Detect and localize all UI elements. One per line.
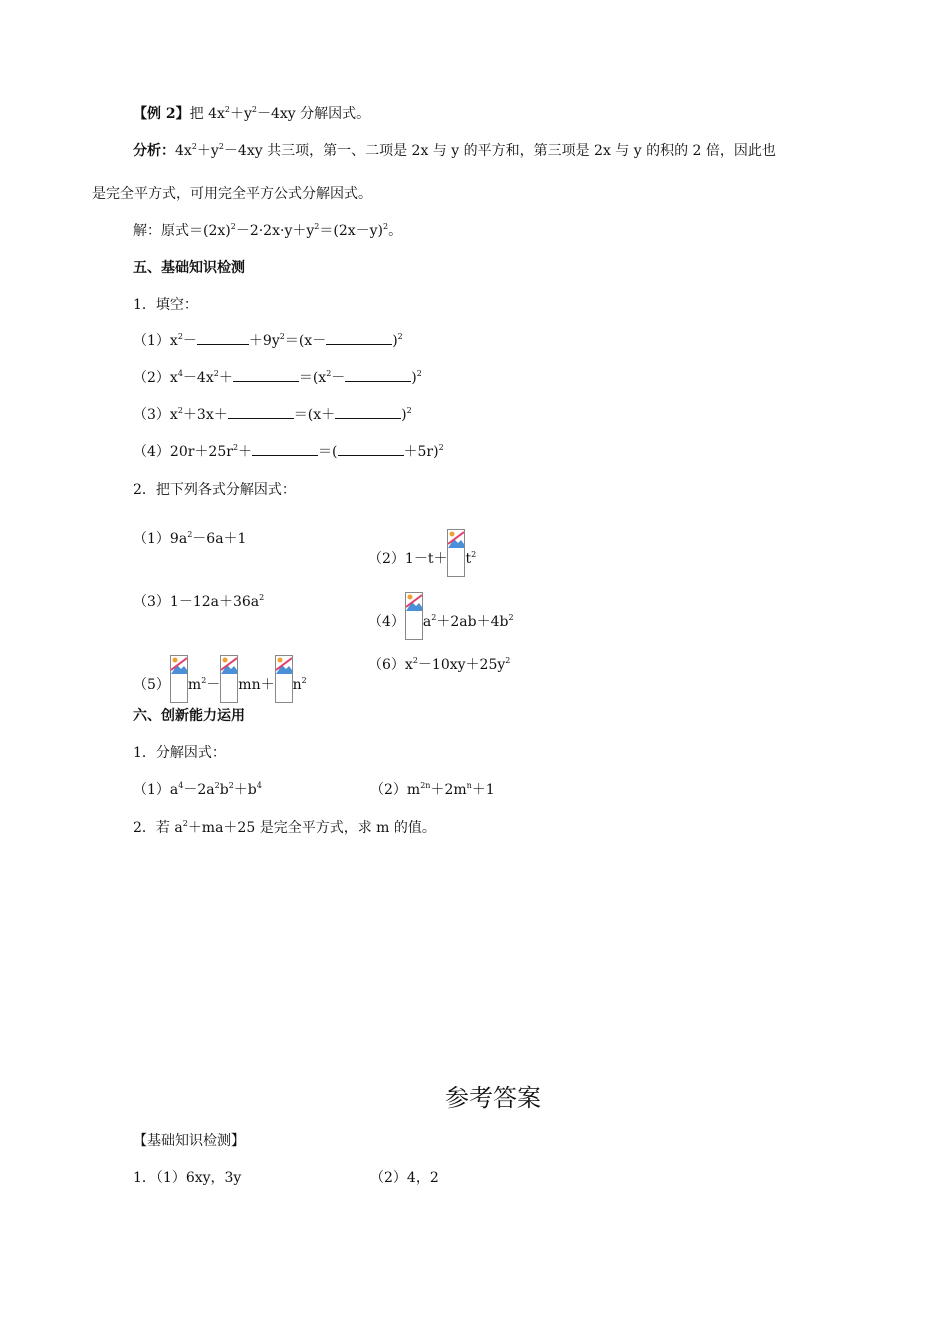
example-label: 【例 2】 [133, 106, 190, 122]
fill-item-4: $(4)20r+25r^2+$ ＝( ＋5r)$^2$ [133, 443, 444, 460]
broken-image-icon [275, 655, 293, 703]
section5-q1: 1．填空： [133, 297, 198, 313]
blank-field[interactable] [252, 443, 318, 456]
answers-section: 【基础知识检测】 [133, 1133, 245, 1149]
section5-title: 五、基础知识检测 [133, 260, 245, 276]
blank-field[interactable] [228, 406, 294, 419]
section6-title: 六、创新能力运用 [133, 708, 245, 724]
answers-title: 参考答案 [445, 1084, 541, 1112]
factor-item-1: $(1)9a^2-6a+1$ [133, 530, 247, 547]
blank-field[interactable] [345, 369, 411, 382]
blank-field[interactable] [338, 443, 404, 456]
broken-image-icon [170, 655, 188, 703]
example-line: 【例 2】把 $4x^2+y^2-4xy$ 分解因式。 [133, 105, 371, 122]
blank-field[interactable] [233, 369, 299, 382]
blank-field[interactable] [326, 332, 392, 345]
section6-q2: 2．若 $a^2+ma+25$ 是完全平方式，求 m 的值。 [133, 819, 436, 836]
factor-item-5: （5） $m^2-$ mn＋ $n^2$ [133, 655, 307, 703]
factor-item-3: $(3)1-12a+36a^2$ [133, 593, 265, 610]
analysis-label: 分析： [133, 143, 175, 159]
fill-item-2: $(2)x^4-4x^2+ =(x^2- )^2$ [133, 369, 422, 386]
fill-item-1: $(1)x^2- +9y^2=(x- )^2$ [133, 332, 403, 349]
factor-item-2: （2）1－t＋ $t^2$ [368, 529, 476, 577]
section6-q1: 1．分解因式： [133, 745, 226, 761]
solution-line: 解：原式$=(2x)^2-2\cdot 2x\cdot y+y^2=(2x-y)^2$。 [133, 222, 403, 239]
creative-item-1: $(1)a^4-2a^2b^2+b^4$ [133, 781, 262, 798]
fill-item-3: $(3)x^2+3x+ =(x+ )^2$ [133, 406, 412, 423]
answer-1-part-1: 1．（1）6xy，3y [133, 1170, 242, 1186]
broken-image-icon [220, 655, 238, 703]
blank-field[interactable] [335, 406, 401, 419]
section5-q2: 2．把下列各式分解因式： [133, 482, 296, 498]
broken-image-icon [447, 529, 465, 577]
broken-image-icon [405, 592, 423, 640]
factor-item-6: $(6)x^2-10xy+25y^2$ [368, 656, 511, 673]
analysis-line-1: 分析：$4x^2+y^2-4xy$ 共三项，第一、二项是 2x 与 y 的平方和，第三项是 2x 与 y 的积的 2 倍，因此也 [133, 142, 776, 159]
blank-field[interactable] [197, 332, 249, 345]
factor-item-4: （4） $a^2+2ab+4b^2$ [368, 592, 514, 640]
analysis-line-2: 是完全平方式，可用完全平方公式分解因式。 [92, 186, 372, 202]
creative-item-2: $(2)m^{2n}+2m^n+1$ [370, 781, 495, 798]
answer-1-part-2: （2）4，2 [370, 1170, 439, 1186]
